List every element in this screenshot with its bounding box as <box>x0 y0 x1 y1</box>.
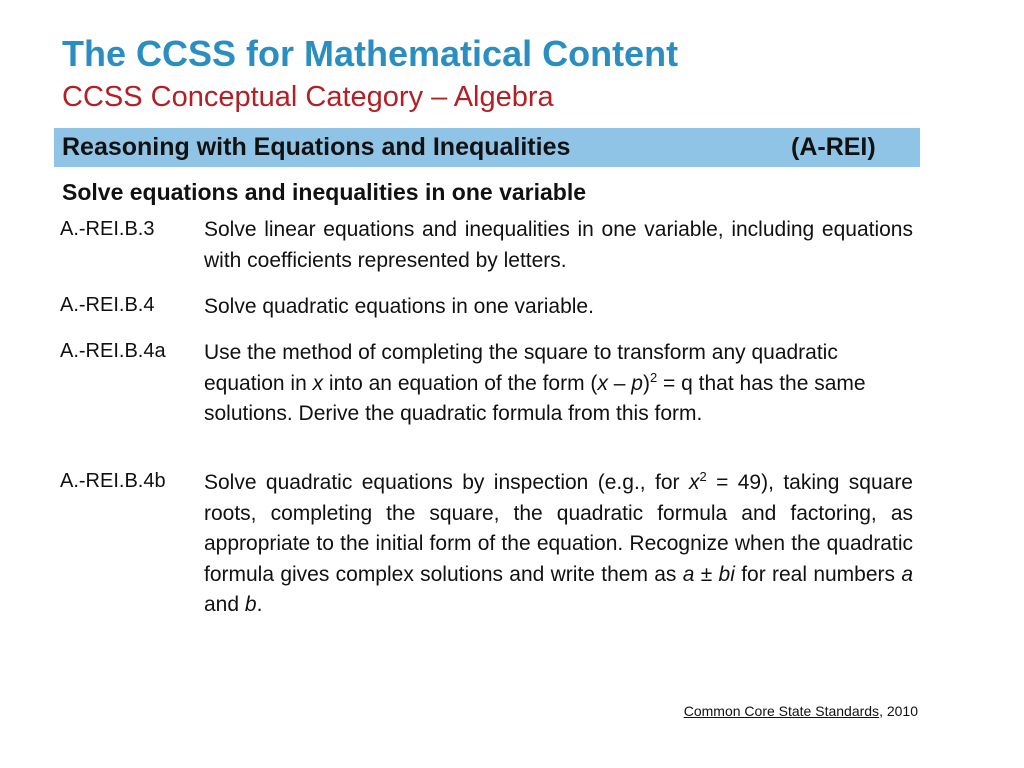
slide-title: The CCSS for Mathematical Content <box>62 33 679 74</box>
cluster-heading: Solve equations and inequalities in one variable <box>62 179 587 205</box>
standard-text-run: = 49), taking square roots, completing the square, the quadratic formula and factoring, as appropriate to the initial form of the equation. Recognize when the quadratic formula gives complex solutions and write them as <box>204 471 913 586</box>
domain-header-bar <box>54 128 920 167</box>
domain-title: Reasoning with Equations and Inequalities <box>62 133 571 161</box>
standard-code: A.-REI.B.4b <box>60 470 166 492</box>
source-link[interactable]: Common Core State Standards <box>683 703 880 719</box>
standard-text <box>204 338 913 430</box>
math-variable: x <box>312 371 324 395</box>
domain-code: (A-REI) <box>791 133 876 161</box>
standard-text-run: = q that has the same solutions. Derive the quadratic formula from this form. <box>204 371 866 425</box>
standard-text-run: Use the method of completing the square to transform any quadratic equation in <box>204 341 838 395</box>
math-variable: p <box>631 371 643 395</box>
standard-code: A.-REI.B.3 <box>60 218 155 240</box>
standard-code: A.-REI.B.4 <box>60 294 155 316</box>
standard-text-run: into an equation of the form ( <box>323 371 598 395</box>
standard-text: Solve linear equations and inequalities in one variable, including equations with coefficients represented by letters. <box>204 218 913 272</box>
slide-subtitle: CCSS Conceptual Category – Algebra <box>62 81 554 113</box>
standard-text-run: and <box>204 593 245 616</box>
standard-text <box>204 468 913 621</box>
superscript: 2 <box>699 469 707 484</box>
superscript: 2 <box>649 369 658 385</box>
source-year: , 2010 <box>879 703 918 719</box>
standard-text-run: ) <box>642 371 650 395</box>
standard-text-run: – <box>607 371 632 395</box>
math-variable: a <box>901 562 913 586</box>
standard-text-run: Solve quadratic equations by inspection (e.g., for <box>204 471 689 494</box>
standard-text-run: for real numbers <box>734 562 902 586</box>
math-variable: x <box>688 471 700 494</box>
math-variable: bi <box>718 562 735 586</box>
standard-text-run: . <box>256 593 263 616</box>
standard-code: A.-REI.B.4a <box>60 340 166 362</box>
math-variable: a <box>682 562 695 586</box>
source-citation <box>684 702 918 720</box>
math-variable: x <box>597 371 608 395</box>
math-variable: b <box>244 593 257 616</box>
standard-text-run: ± <box>694 562 719 586</box>
standard-text: Solve quadratic equations in one variable. <box>204 295 594 318</box>
